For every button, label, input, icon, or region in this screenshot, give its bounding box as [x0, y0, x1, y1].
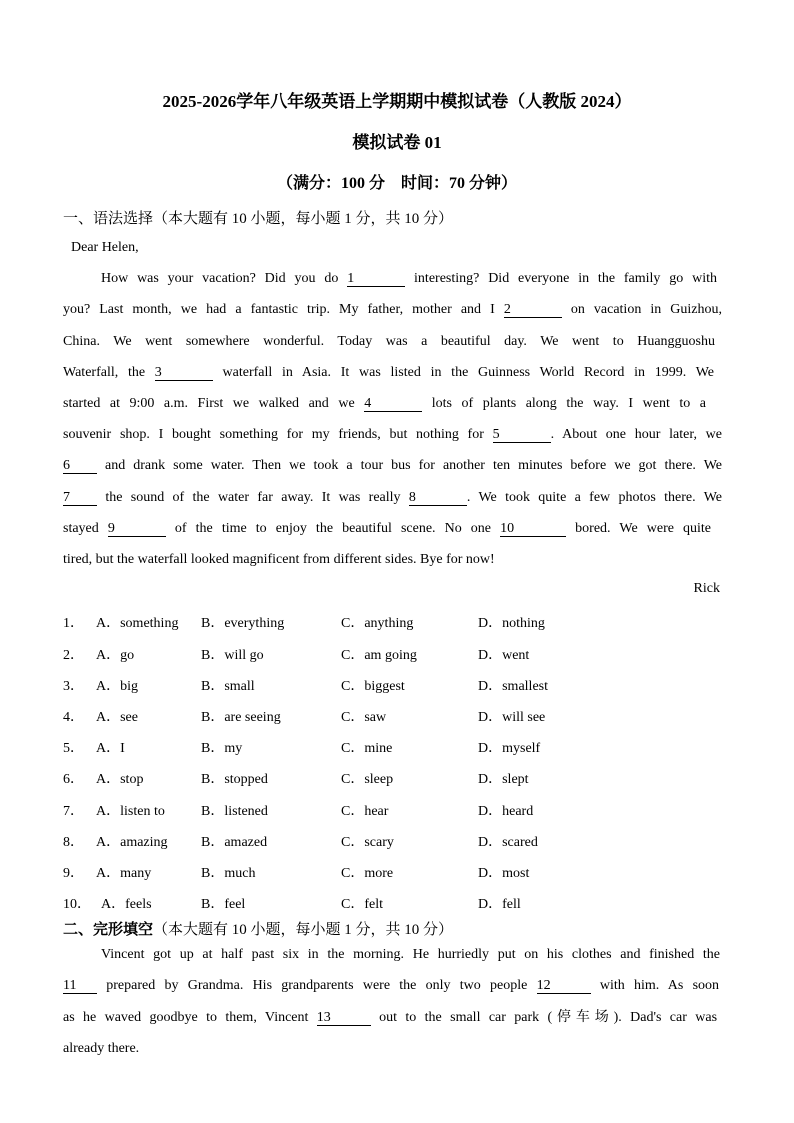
- passage-line-7: 6 and drank some water. Then we took a tour bus for another ten minutes before we got there. We: [63, 458, 723, 473]
- question-row: 7． A．listen to B．listened C．hear D．heard: [63, 800, 743, 820]
- option-b[interactable]: B．small: [201, 679, 255, 694]
- letter-greeting: Dear Helen,: [71, 240, 139, 255]
- passage-line-8: 7 the sound of the water far away. It was really 8 . We took quite a few photos there. We: [63, 490, 722, 505]
- question-row: 3． A．big B．small C．biggest D．smallest: [63, 675, 743, 695]
- section2-heading-desc: （本大题有 10 小题，每小题 1 分，共 10 分）: [153, 922, 454, 938]
- option-d[interactable]: D．myself: [478, 741, 541, 756]
- option-c[interactable]: C．scary: [341, 835, 394, 850]
- option-a[interactable]: A．I: [96, 741, 125, 756]
- option-c[interactable]: C．mine: [341, 741, 393, 756]
- option-d[interactable]: D．most: [478, 866, 530, 881]
- option-c[interactable]: C．biggest: [341, 679, 405, 694]
- blank-1: 1: [347, 271, 405, 287]
- option-b[interactable]: B．feel: [201, 897, 246, 912]
- blank-4: 4: [364, 396, 422, 412]
- option-c[interactable]: C．anything: [341, 616, 414, 631]
- blank-12: 12: [537, 978, 591, 994]
- option-c[interactable]: C．more: [341, 866, 394, 881]
- option-d[interactable]: D．smallest: [478, 679, 548, 694]
- option-a[interactable]: A．big: [96, 679, 138, 694]
- blank-10: 10: [500, 521, 566, 537]
- option-b[interactable]: B．are seeing: [201, 710, 281, 725]
- blank-9: 9: [108, 521, 166, 537]
- question-row: 5． A．I B．my C．mine D．myself: [63, 737, 743, 757]
- passage-line-4: Waterfall, the 3 waterfall in Asia. It was listed in the Guinness World Record in 1999. We: [63, 365, 715, 380]
- section1-heading: [63, 207, 453, 228]
- blank-8: 8: [409, 490, 467, 506]
- passage2-line-1: Vincent got up at half past six in the morning. He hurriedly put on his clothes and finished the: [101, 947, 720, 962]
- passage-line-2: you? Last month, we had a fantastic trip. My father, mother and I 2 on vacation in Guizhou,: [63, 302, 723, 317]
- passage-line-1: How was your vacation? Did you do 1 interesting? Did everyone in the family go with: [101, 271, 717, 286]
- option-a[interactable]: A．feels: [101, 897, 152, 912]
- option-b[interactable]: B．everything: [201, 616, 285, 631]
- blank-2: 2: [504, 302, 562, 318]
- exam-subtitle: 模拟试卷 01: [352, 133, 442, 152]
- passage-line-5: started at 9:00 a.m. First we walked and we 4 lots of plants along the way. I went to a: [63, 396, 707, 411]
- option-d[interactable]: D．nothing: [478, 616, 545, 631]
- passage-line-6: souvenir shop. I bought something for my friends, but nothing for 5 . About one hour later, we: [63, 427, 722, 442]
- option-b[interactable]: B．much: [201, 866, 256, 881]
- option-b[interactable]: B．amazed: [201, 835, 268, 850]
- option-c[interactable]: C．hear: [341, 804, 389, 819]
- section1-heading-main: 一、语法选择: [63, 211, 154, 227]
- question-row: 4． A．see B．are seeing C．saw D．will see: [63, 706, 743, 726]
- option-c[interactable]: C．saw: [341, 710, 387, 725]
- passage2-line-4: already there.: [63, 1041, 140, 1056]
- option-d[interactable]: D．fell: [478, 897, 521, 912]
- passage-line-9: stayed 9 of the time to enjoy the beautiful scene. No one 10 bored. We were quite: [63, 521, 712, 536]
- blank-6: 6: [63, 458, 97, 474]
- option-b[interactable]: B．my: [201, 741, 243, 756]
- question-row: 1． A．something B．everything C．anything D．nothing: [63, 612, 743, 632]
- question-row: 9． A．many B．much C．more D．most: [63, 862, 743, 882]
- blank-13: 13: [317, 1010, 371, 1026]
- passage-line-3: China. We went somewhere wonderful. Today was a beautiful day. We went to Huangguoshu: [63, 334, 715, 349]
- passage-line-10: tired, but the waterfall looked magnificent from different sides. Bye for now!: [63, 552, 495, 567]
- option-d[interactable]: D．will see: [478, 710, 546, 725]
- blank-5: 5: [493, 427, 551, 443]
- option-a[interactable]: A．listen to: [96, 804, 165, 819]
- question-row: 10． A．feels B．feel C．felt D．fell: [63, 893, 743, 913]
- blank-11: 11: [63, 978, 97, 994]
- option-a[interactable]: A．see: [96, 710, 138, 725]
- option-b[interactable]: B．listened: [201, 804, 268, 819]
- option-a[interactable]: A．many: [96, 866, 152, 881]
- option-a[interactable]: A．amazing: [96, 835, 168, 850]
- option-a[interactable]: A．something: [96, 616, 179, 631]
- option-c[interactable]: C．felt: [341, 897, 383, 912]
- letter-signature: Rick: [693, 581, 720, 596]
- section1-heading-desc: （本大题有 10 小题，每小题 1 分，共 10 分）: [153, 211, 454, 227]
- question-row: 2． A．go B．will go C．am going D．went: [63, 644, 743, 664]
- passage2-line-2: 11 prepared by Grandma. His grandparents were the only two people 12 with him. As soon: [63, 978, 720, 993]
- blank-3: 3: [155, 365, 213, 381]
- option-d[interactable]: D．heard: [478, 804, 534, 819]
- option-c[interactable]: C．sleep: [341, 772, 394, 787]
- section2-heading-main: 二、完形填空: [63, 922, 154, 938]
- option-c[interactable]: C．am going: [341, 648, 417, 663]
- option-d[interactable]: D．scared: [478, 835, 538, 850]
- exam-title: 2025-2026学年八年级英语上学期期中模拟试卷（人教版 2024）: [162, 92, 632, 111]
- option-b[interactable]: B．will go: [201, 648, 264, 663]
- option-a[interactable]: A．stop: [96, 772, 144, 787]
- option-a[interactable]: A．go: [96, 648, 135, 663]
- blank-7: 7: [63, 490, 97, 506]
- option-b[interactable]: B．stopped: [201, 772, 268, 787]
- question-row: 6． A．stop B．stopped C．sleep D．slept: [63, 768, 743, 788]
- section2-heading: [63, 918, 453, 939]
- option-d[interactable]: D．went: [478, 648, 530, 663]
- passage2-line-3: as he waved goodbye to them, Vincent 13 out to the small car park (停车场). Dad's car was: [63, 1010, 718, 1025]
- question-row: 8． A．amazing B．amazed C．scary D．scared: [63, 831, 743, 851]
- exam-info: （满分：100 分 时间：70 分钟）: [276, 175, 517, 192]
- option-d[interactable]: D．slept: [478, 772, 529, 787]
